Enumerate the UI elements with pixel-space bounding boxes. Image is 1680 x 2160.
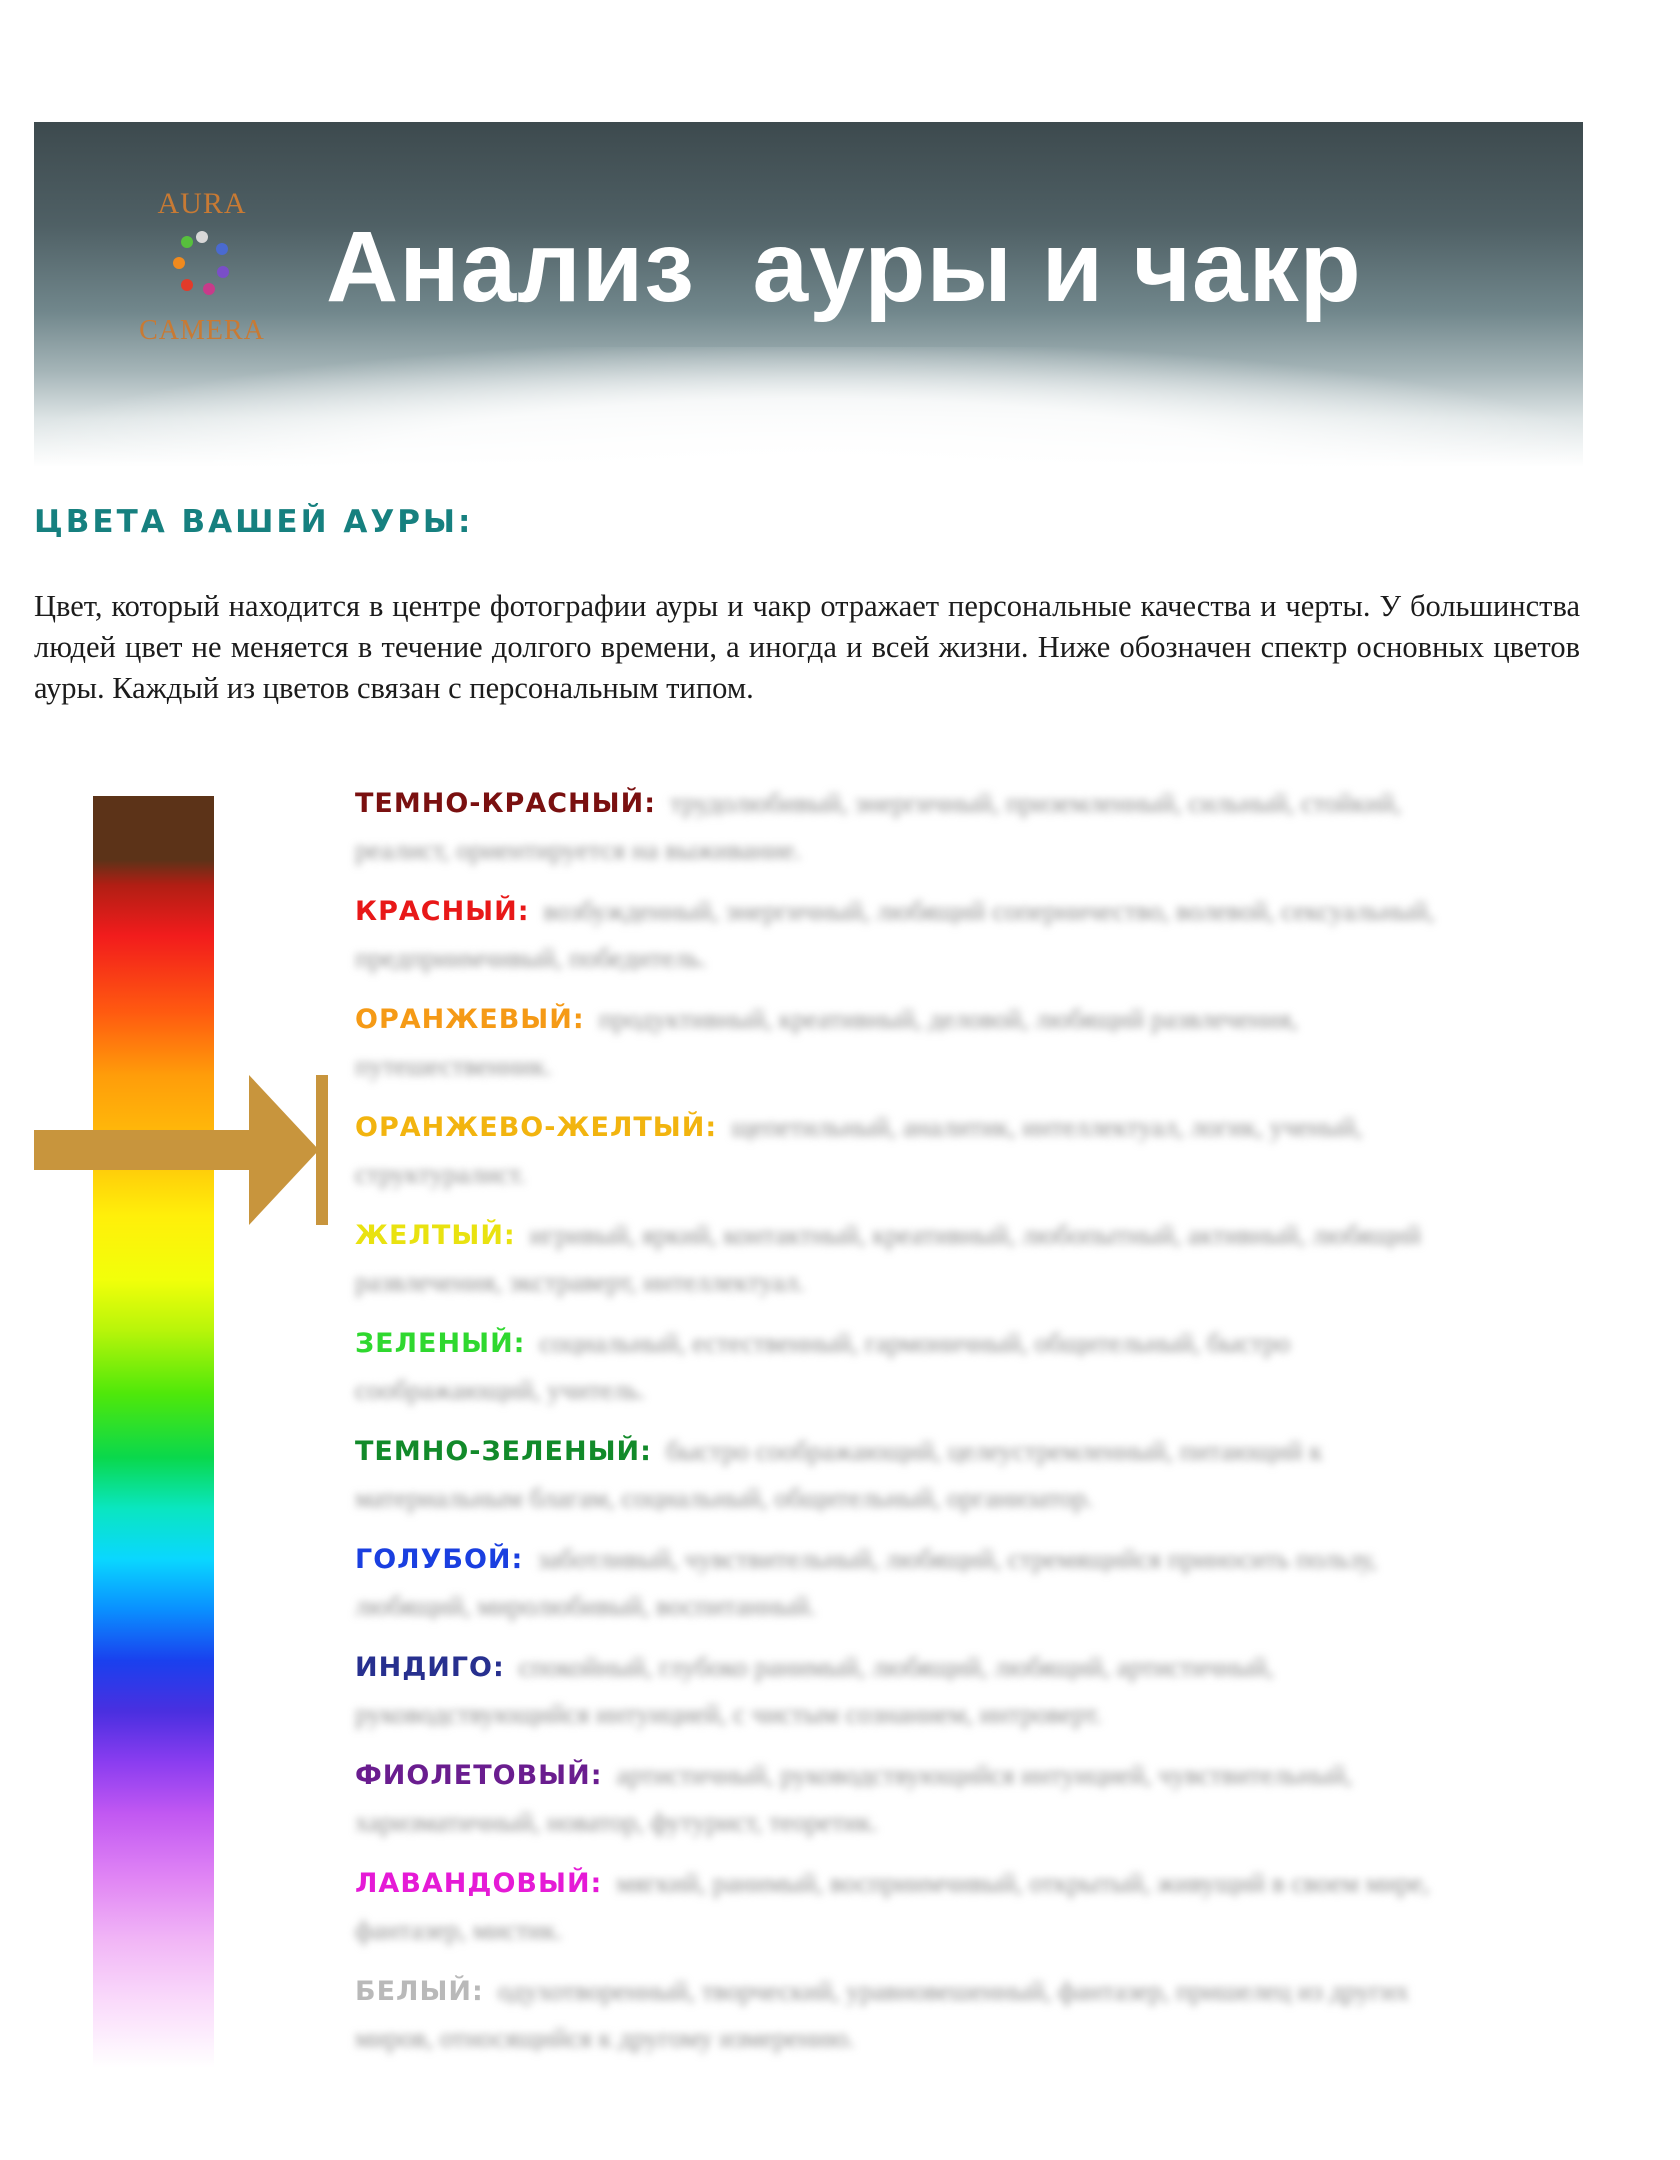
header-banner — [34, 122, 1583, 467]
aura-color-label: ОРАНЖЕВО-ЖЕЛТЫЙ: — [355, 1112, 718, 1143]
arrow-pointer-icon — [34, 1070, 334, 1240]
aura-color-line — [355, 1428, 1645, 1475]
aura-color-item — [355, 1968, 1645, 2076]
aura-color-item — [355, 1644, 1645, 1752]
aura-color-description: мягкий, ранимый, восприимчивый, открытый, живущий в своем мире, — [616, 1868, 1430, 1898]
aura-color-line — [355, 996, 1645, 1043]
aura-color-label: ГОЛУБОЙ: — [355, 1544, 524, 1575]
aura-color-description: артистичный, руководствующийся интуицией, чувствительный, — [616, 1760, 1353, 1790]
aura-colors-list — [355, 780, 1645, 2076]
aura-color-description: социальный, естественный, гармоничный, общительный, быстро — [539, 1328, 1291, 1358]
aura-color-description-cont: реалист, ориентируется на выживание. — [355, 835, 802, 865]
aura-camera-logo — [112, 187, 292, 357]
aura-color-line — [355, 1212, 1645, 1259]
intro-paragraph: Цвет, который находится в центре фотографии ауры и чакр отражает персональные качества и черты. У большинства людей цвет не меняется в течение долгого времени, а иногда и всей жизни. Ниже обозначен спектр основных цветов ауры. Каждый из цветов связан с персональным типом. — [34, 589, 1580, 705]
aura-color-description-cont: руководствующийся интуицией, с чистым сознанием, интроверт. — [355, 1699, 1102, 1729]
aura-color-item — [355, 1860, 1645, 1968]
aura-color-item — [355, 1104, 1645, 1212]
aura-color-label: ЗЕЛЕНЫЙ: — [355, 1328, 526, 1359]
aura-color-description-cont: соображающий, учитель. — [355, 1375, 646, 1405]
logo-text-bottom: CAMERA — [139, 315, 265, 346]
aura-color-description-cont: структуралист. — [355, 1159, 526, 1189]
aura-color-description-cont: миров, относящийся к другому измерению. — [355, 2023, 855, 2053]
aura-color-label: ФИОЛЕТОВЫЙ: — [355, 1760, 603, 1791]
aura-color-description-cont: харизматичный, новатор, футурист, теоретик. — [355, 1807, 878, 1837]
aura-color-description: одухотворенный, творческий, уравновешенный, фантазер, пришелец из других — [497, 1976, 1409, 2006]
aura-color-description: заботливый, чувствительный, любящий, стремящийся приносить пользу, — [537, 1544, 1378, 1574]
aura-color-label: КРАСНЫЙ: — [355, 896, 530, 927]
aura-color-item — [355, 996, 1645, 1104]
aura-color-item — [355, 1752, 1645, 1860]
aura-color-label: ТЕМНО-КРАСНЫЙ: — [355, 788, 657, 819]
aura-color-item — [355, 888, 1645, 996]
aura-color-item — [355, 1536, 1645, 1644]
aura-color-description: игривый, яркий, контактный, креативный, любопытный, активный, любящий — [529, 1220, 1422, 1250]
color-spectrum-bar — [93, 796, 214, 2068]
aura-color-line — [355, 888, 1645, 935]
aura-color-item — [355, 1428, 1645, 1536]
aura-color-label: ОРАНЖЕВЫЙ: — [355, 1004, 585, 1035]
aura-color-description-cont: материальным благам, социальный, общительный, организатор. — [355, 1483, 1094, 1513]
aura-color-line — [355, 1536, 1645, 1583]
aura-color-description: щепетильный, аналитик, интеллектуал, логик, ученый, — [731, 1112, 1363, 1142]
aura-color-item — [355, 1320, 1645, 1428]
aura-color-description: трудолюбивый, энергичный, приземленный, сильный, стойкий, — [670, 788, 1402, 818]
aura-color-item — [355, 780, 1645, 888]
chakra-dots-icon — [167, 227, 237, 307]
aura-color-description-cont: любящий, миролюбивый, воспитанный. — [355, 1591, 817, 1621]
aura-color-label: ТЕМНО-ЗЕЛЕНЫЙ: — [355, 1436, 652, 1467]
aura-color-description-cont: фантазер, мистик. — [355, 1915, 563, 1945]
aura-color-line — [355, 1968, 1645, 2015]
aura-color-line — [355, 1752, 1645, 1799]
aura-color-description-cont: развлечения, экстраверт, интеллектуал. — [355, 1267, 805, 1297]
aura-color-line — [355, 1104, 1645, 1151]
aura-color-description: возбужденный, энергичный, любящий соперничество, волевой, сексуальный, — [543, 896, 1435, 926]
page-title: Анализ ауры и чакр — [326, 211, 1362, 323]
aura-color-label: ЖЕЛТЫЙ: — [355, 1220, 516, 1251]
aura-color-description-cont: предприимчивый, победитель. — [355, 943, 707, 973]
aura-color-label: ИНДИГО: — [355, 1652, 505, 1683]
aura-color-line — [355, 780, 1645, 827]
aura-color-description: быстро соображающий, целеустремленный, питающий к — [665, 1436, 1323, 1466]
section-heading: ЦВЕТА ВАШЕЙ АУРЫ: — [34, 504, 474, 540]
aura-color-description: спокойный, глубоко ранимый, любящий, любящий, артистичный, — [518, 1652, 1274, 1682]
logo-text-top: AURA — [157, 187, 247, 220]
aura-color-line — [355, 1860, 1645, 1907]
aura-color-item — [355, 1212, 1645, 1320]
aura-color-description: продуктивный, креативный, деловой, любящий развлечения, — [598, 1004, 1298, 1034]
aura-color-label: БЕЛЫЙ: — [355, 1976, 484, 2007]
aura-color-label: ЛАВАНДОВЫЙ: — [355, 1868, 603, 1899]
aura-color-line — [355, 1320, 1645, 1367]
aura-color-line — [355, 1644, 1645, 1691]
aura-color-description-cont: путешественник. — [355, 1051, 552, 1081]
